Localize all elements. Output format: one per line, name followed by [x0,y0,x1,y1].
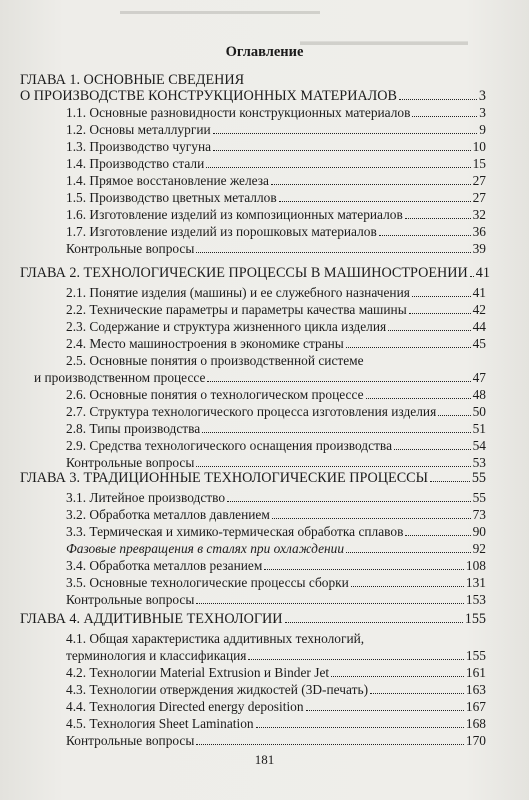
leader-dots [202,432,470,433]
page-number: 55 [472,490,486,505]
toc-entry [66,507,486,523]
leader-dots [256,727,464,728]
toc-entry [20,88,486,104]
leader-dots [351,586,464,587]
page-number: 55 [471,470,486,486]
leader-dots [430,481,470,482]
entry-text: 1.6. Изготовление изделий из композиционных материалов [66,207,403,222]
entry-text: 4.5. Технология Sheet Lamination [66,716,254,731]
leader-dots [306,710,464,711]
entry-text: 1.7. Изготовление изделий из порошковых материалов [66,224,377,239]
toc-entry [66,665,486,681]
toc-entry [66,285,486,301]
leader-dots [264,569,464,570]
page-number: 167 [465,699,486,714]
leader-dots [412,296,471,297]
entry-text: 2.8. Типы производства [66,421,201,436]
entry-text: 2.6. Основные понятия о технологическом процессе [66,387,364,402]
page-number: 3 [478,88,486,104]
toc-entry [66,438,486,454]
entry-text: терминология и классификация [66,648,247,663]
page-number: 90 [472,524,486,539]
page-number: 51 [472,421,486,436]
entry-text: 1.4. Производство стали [66,156,205,171]
entry-text: 3.3. Термическая и химико-термическая обработка сплавов [66,524,404,539]
page-number: 32 [472,207,486,222]
page-number: 155 [464,611,486,627]
leader-dots [207,381,470,382]
page-number: 168 [465,716,486,731]
page-number: 27 [472,190,486,205]
chapter-title-line: ГЛАВА 2. ТЕХНОЛОГИЧЕСКИЕ ПРОЦЕССЫ В МАШИНОСТРОЕНИИ [20,265,468,281]
toc-entry [66,190,486,206]
leader-dots [366,398,471,399]
page-number: 131 [465,575,486,590]
leader-dots [285,622,463,623]
toc-entry [66,156,486,172]
leader-dots [346,552,471,553]
toc-entry [66,699,486,715]
leader-dots [346,347,471,348]
leader-dots [405,535,470,536]
entry-text: и производственном процессе [34,370,206,385]
leader-dots [213,150,471,151]
toc-entry [66,648,486,664]
entry-text: 4.2. Технологии Material Extrusion и Binder Jet [66,665,330,680]
entry-text: Контрольные вопросы [66,241,195,256]
toc-entry [66,716,486,732]
page-number: 42 [472,302,486,317]
toc-entry [66,139,486,155]
entry-text: 1.4. Прямое восстановление железа [66,173,269,188]
entry-text: 1.5. Производство цветных металлов [66,190,277,205]
page-number: 92 [472,541,486,556]
entry-text: 4.4. Технология Directed energy deposition [66,699,304,714]
entry-text: 1.3. Производство чугуна [66,139,212,154]
page-number: 9 [479,122,486,137]
chapter-title-line: ГЛАВА 4. АДДИТИВНЫЕ ТЕХНОЛОГИИ [20,611,283,627]
entry-text: Контрольные вопросы [66,592,195,607]
page-number: 47 [472,370,486,385]
page-number: 153 [465,592,486,607]
page-number: 170 [465,733,486,748]
page-number: 54 [472,438,486,453]
leader-dots [248,659,463,660]
entry-text: 4.1. Общая характеристика аддитивных технологий, [66,631,365,646]
page-number: 45 [472,336,486,351]
leader-dots [206,167,470,168]
toc-entry [66,224,486,240]
leader-dots [405,218,471,219]
chapter-title-line: ГЛАВА 1. ОСНОВНЫЕ СВЕДЕНИЯ [20,72,245,88]
leader-dots [196,744,464,745]
toc-entry [66,558,486,574]
leader-dots [331,676,464,677]
entry-text: 2.2. Технические параметры и параметры качества машины [66,302,407,317]
leader-dots [227,501,471,502]
chapter-heading [20,72,420,88]
entry-text: 3.5. Основные технологические процессы сборки [66,575,349,590]
entry-text: 2.7. Структура технологического процесса изготовления изделия [66,404,437,419]
leader-dots [399,99,477,100]
entry-text: Фазовые превращения в сталях при охлаждении [66,541,345,556]
toc-entry [66,541,486,557]
toc-entry [66,353,486,369]
page-number: 15 [472,156,486,171]
page-number-footer: 181 [254,752,275,767]
toc-entry [66,302,486,318]
page-number: 163 [465,682,486,697]
page-number: 44 [472,319,486,334]
leader-dots [379,235,471,236]
leader-dots [272,518,471,519]
entry-text: 1.1. Основные разновидности конструкционных материалов [66,105,411,120]
leader-dots [196,603,464,604]
toc-entry [66,122,486,138]
page-number: 41 [475,265,490,281]
toc-entry [66,319,486,335]
toc-entry [66,455,486,471]
toc-entry [66,631,486,647]
leader-dots [394,449,471,450]
toc-entry [66,682,486,698]
toc-entry [66,105,486,121]
leader-dots [412,116,477,117]
page-number: 73 [472,507,486,522]
toc-entry [34,370,486,386]
toc-entry [66,241,486,257]
entry-text: 2.5. Основные понятия о производственной системе [66,353,364,368]
entry-text: Контрольные вопросы [66,733,195,748]
toc-entry [66,733,486,749]
bleed-through-text: ▬▬▬▬▬▬▬▬▬▬▬▬▬▬▬▬▬▬▬▬ [120,6,320,17]
chapter-heading [20,265,490,281]
leader-dots [196,252,470,253]
leader-dots [271,184,471,185]
toc-entry [66,207,486,223]
entry-text: 1.2. Основы металлургии [66,122,211,137]
page-number: 155 [465,648,486,663]
chapter-heading [20,611,486,627]
page-number: 53 [472,455,486,470]
entry-text: 3.2. Обработка металлов давлением [66,507,270,522]
leader-dots [370,693,464,694]
page-title: Оглавление [225,44,304,60]
toc-entry [66,421,486,437]
entry-text: 2.4. Место машиностроения в экономике страны [66,336,344,351]
toc-entry [66,524,486,540]
page-number: 36 [472,224,486,239]
page-number: 27 [472,173,486,188]
page-number: 161 [465,665,486,680]
leader-dots [388,330,470,331]
page-number: 10 [472,139,486,154]
page-number: 3 [479,105,486,120]
toc-entry [66,592,486,608]
entry-text: 4.3. Технологии отверждения жидкостей (3D-печать) [66,682,369,697]
page-number: 108 [465,558,486,573]
leader-dots [196,466,470,467]
leader-dots [470,276,474,277]
chapter-title-line: ГЛАВА 3. ТРАДИЦИОННЫЕ ТЕХНОЛОГИЧЕСКИЕ ПРОЦЕССЫ [20,470,428,486]
leader-dots [438,415,470,416]
entry-text: 2.3. Содержание и структура жизненного цикла изделия [66,319,387,334]
leader-dots [279,201,471,202]
page-number: 48 [472,387,486,402]
entry-text: 3.1. Литейное производство [66,490,226,505]
page-number: 50 [472,404,486,419]
chapter-heading [20,470,486,486]
toc-entry [66,404,486,420]
leader-dots [409,313,471,314]
toc-entry [66,490,486,506]
toc-entry [66,173,486,189]
chapter-title-line: О ПРОИЗВОДСТВЕ КОНСТРУКЦИОННЫХ МАТЕРИАЛОВ [20,88,398,104]
leader-dots [213,133,478,134]
entry-text: 3.4. Обработка металлов резанием [66,558,263,573]
bleed-through-text: ▬▬▬▬▬▬▬▬▬▬▬▬▬▬ [300,34,468,48]
entry-text: 2.9. Средства технологического оснащения производства [66,438,393,453]
toc-entry [66,387,486,403]
page-number: 39 [472,241,486,256]
entry-text: 2.1. Понятие изделия (машины) и ее служебного назначения [66,285,410,300]
page-number: 41 [472,285,486,300]
toc-entry [66,575,486,591]
entry-text: Контрольные вопросы [66,455,195,470]
toc-entry [66,336,486,352]
